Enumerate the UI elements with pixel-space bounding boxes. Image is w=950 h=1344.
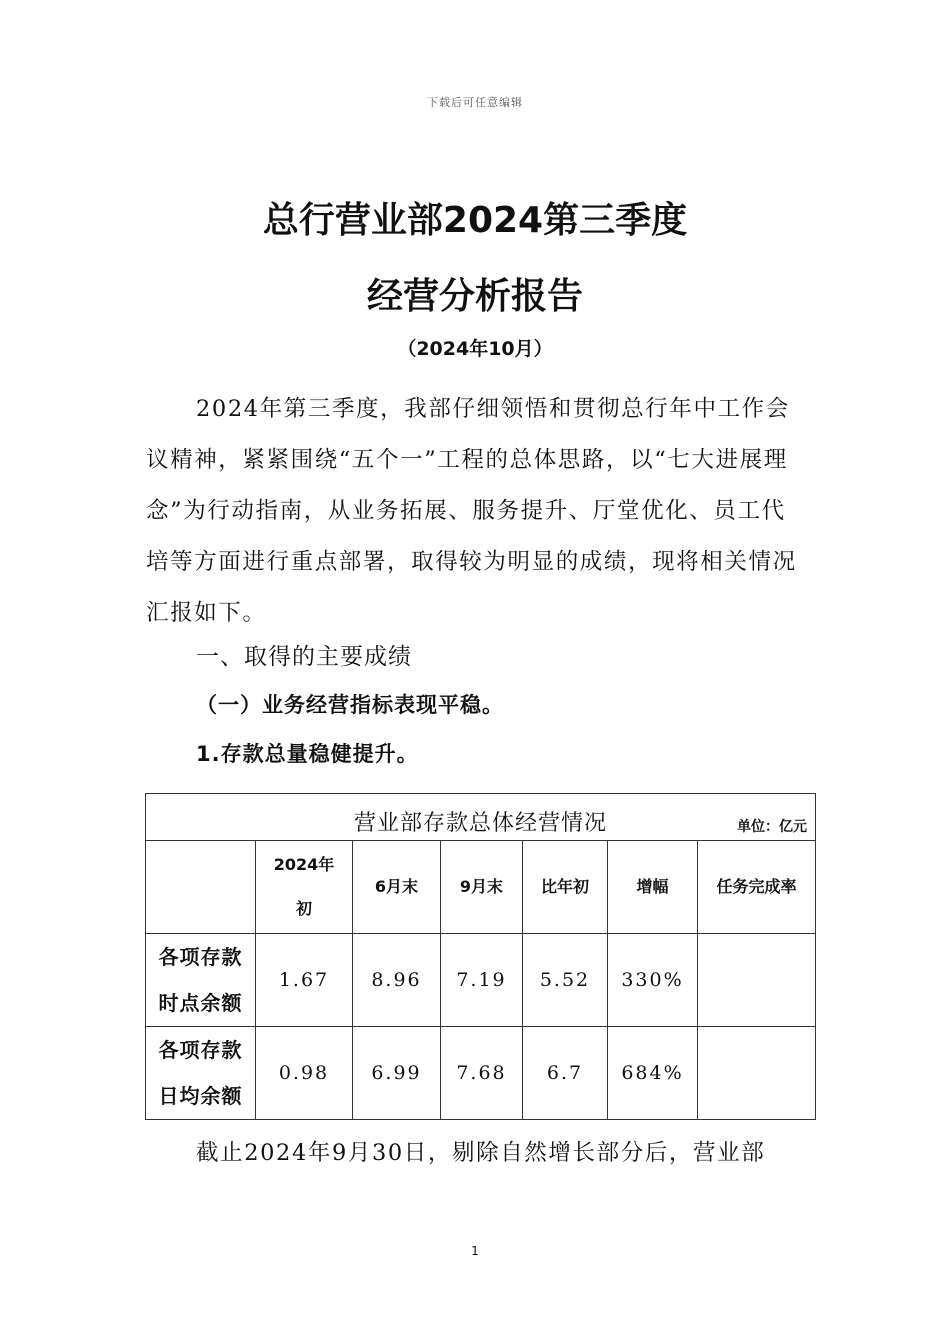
page-number: 1 [471, 1244, 479, 1258]
document-title-line2: 经营分析报告 [366, 276, 583, 317]
table-caption: 营业部存款总体经营情况 [354, 811, 608, 836]
table-header-cell: 增幅 [608, 841, 698, 934]
row-label-line: 时点余额 [158, 991, 243, 1015]
table-cell [698, 934, 816, 1027]
row-label-line: 各项存款 [158, 945, 243, 969]
table-row [146, 934, 816, 1027]
table-header-cell [146, 841, 256, 934]
header-note: 下载后可任意编辑 [427, 96, 523, 109]
row-label [146, 1027, 256, 1120]
table-cell: 7.68 [441, 1027, 523, 1120]
table-cell: 7.19 [441, 934, 523, 1027]
table-cell: 684% [608, 1027, 698, 1120]
table-cell: 8.96 [353, 934, 441, 1027]
table-header-cell [256, 841, 353, 934]
header-line: 2024年 [273, 855, 335, 874]
table-header-cell: 6月末 [353, 841, 441, 934]
row-label-line: 日均余额 [158, 1084, 243, 1108]
table-cell [698, 1027, 816, 1120]
deposit-table [145, 793, 816, 1120]
table-row [146, 1027, 816, 1120]
document-title-line1: 总行营业部2024第三季度 [262, 200, 688, 241]
table-unit: 单位：亿元 [737, 819, 808, 835]
table-header-cell: 9月末 [441, 841, 523, 934]
table-cell: 6.7 [523, 1027, 608, 1120]
section-heading: 一、取得的主要成绩 [196, 644, 412, 670]
row-label-line: 各项存款 [158, 1038, 243, 1062]
closing-paragraph: 截止2024年9月30日，剔除自然增长部分后，营业部 [196, 1140, 766, 1166]
table-cell: 5.52 [523, 934, 608, 1027]
header-line: 初 [295, 899, 312, 918]
table-header-cell: 比年初 [523, 841, 608, 934]
table-cell: 1.67 [256, 934, 353, 1027]
subsection-heading: （一）业务经营指标表现平稳。 [196, 693, 504, 717]
item-heading: 1.存款总量稳健提升。 [196, 742, 419, 766]
table-cell: 0.98 [256, 1027, 353, 1120]
table-cell: 330% [608, 934, 698, 1027]
table-header-cell: 任务完成率 [698, 841, 816, 934]
report-date: （2024年10月） [397, 338, 553, 360]
intro-paragraph: 2024年第三季度，我部仔细领悟和贯彻总行年中工作会议精神，紧紧围绕“五个一”工程的总体思路，以“七大进展理念”为行动指南，从业务拓展、服务提升、厅堂优化、员工代培等方面进行重点部署，取得较为明显的成绩，现将相关情况汇报如下。 [146, 396, 797, 626]
table-cell: 6.99 [353, 1027, 441, 1120]
table-caption-cell [146, 794, 816, 841]
row-label [146, 934, 256, 1027]
table-header-row [146, 841, 816, 934]
